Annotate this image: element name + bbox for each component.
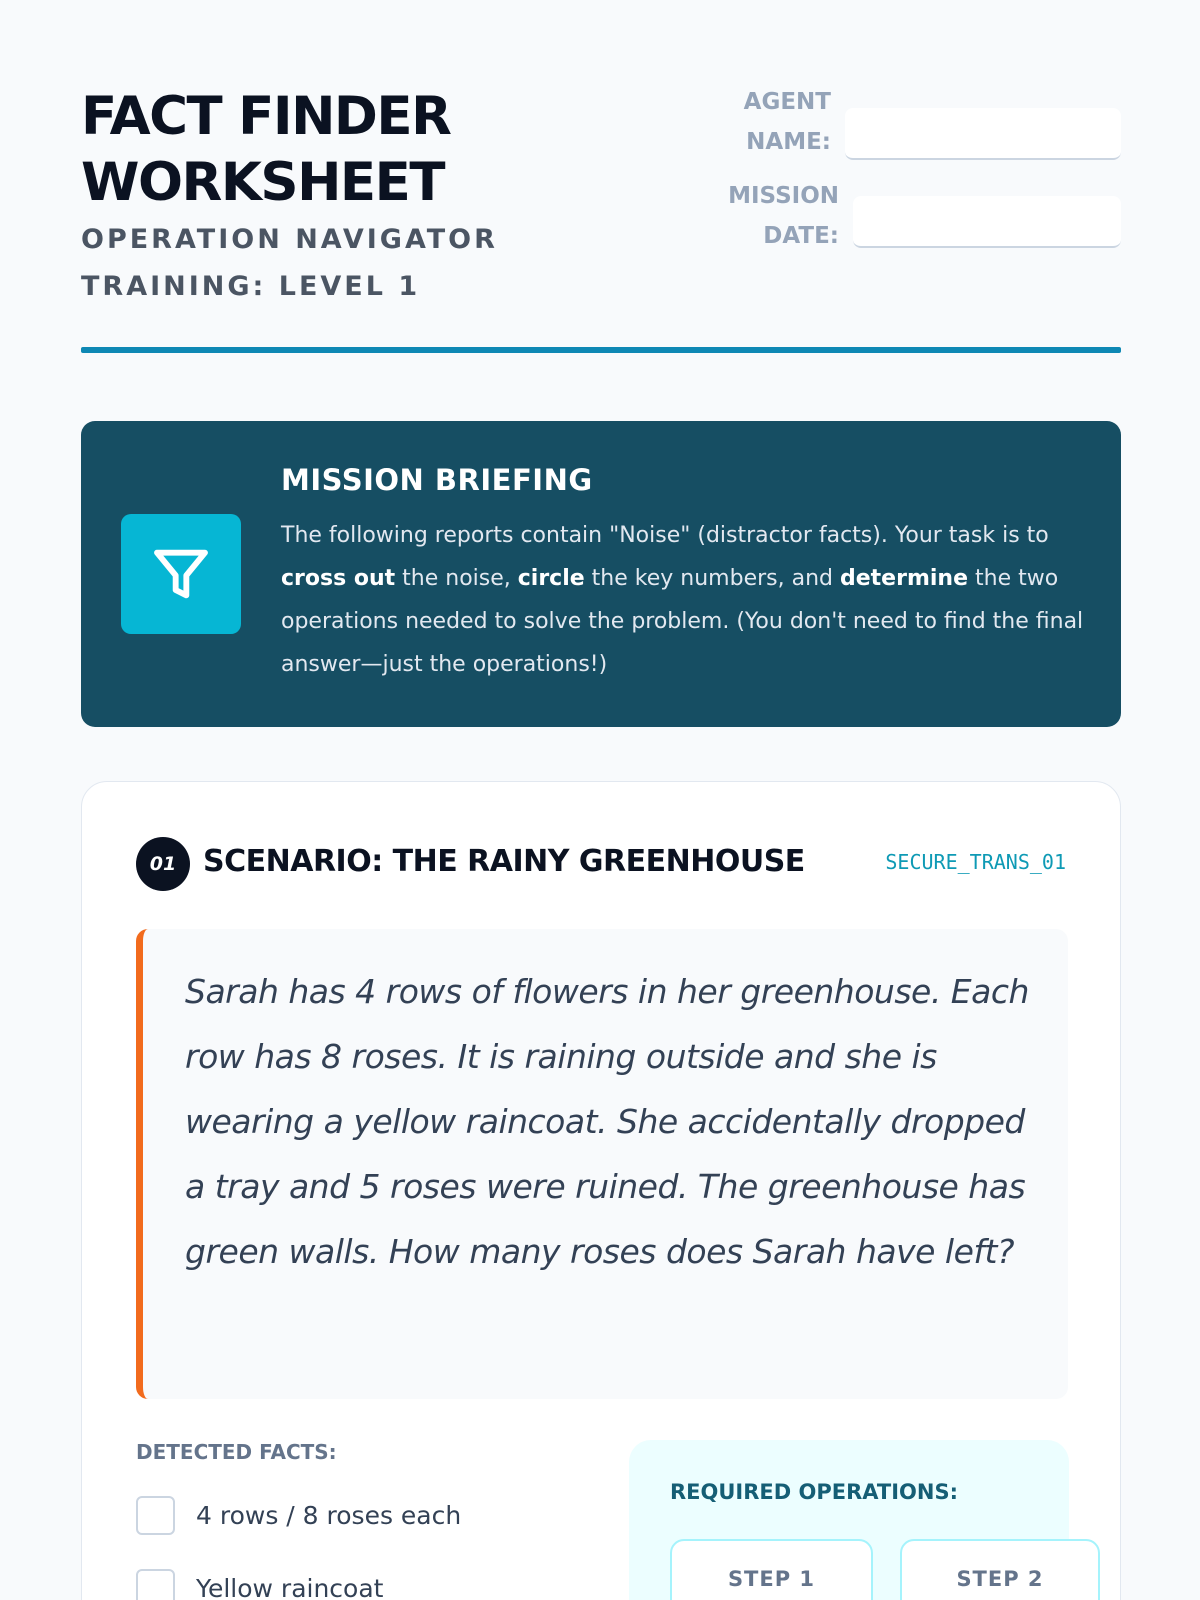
- scenario-code: SECURE_TRANS_01: [885, 850, 1066, 874]
- fact-item: [136, 1496, 461, 1535]
- header-divider: [81, 347, 1121, 353]
- mission-date-label: [717, 176, 839, 256]
- agent-name-input[interactable]: [845, 108, 1121, 160]
- page-title: [81, 84, 541, 216]
- scenario-card: [81, 781, 1121, 1600]
- scenario-title: SCENARIO: THE RAINY GREENHOUSE: [203, 844, 805, 879]
- fact-label: Yellow raincoat: [196, 1574, 384, 1600]
- subtitle-line-2: TRAINING: LEVEL 1: [81, 271, 421, 302]
- subtitle-line-1: OPERATION NAVIGATOR: [81, 224, 498, 255]
- step-2-label: STEP 2: [956, 1567, 1044, 1591]
- step-1-box[interactable]: [670, 1539, 873, 1600]
- mission-briefing-panel: [81, 421, 1121, 727]
- agent-name-label: [719, 82, 831, 162]
- briefing-bold-determine: determine: [839, 566, 968, 591]
- briefing-bold-cross-out: cross out: [281, 566, 396, 591]
- title-line-1: FACT FINDER: [81, 86, 451, 147]
- step-2-box[interactable]: [900, 1539, 1100, 1600]
- required-operations-panel: [629, 1440, 1069, 1600]
- scenario-number-badge: 01: [136, 837, 190, 891]
- briefing-text-part: The following reports contain "Noise" (distractor facts). Your task is to: [281, 523, 1049, 548]
- scenario-story-text: Sarah has 4 rows of flowers in her greenhouse. Each row has 8 roses. It is raining outside and she is wearing a yellow raincoat. She accidentally dropped a tray and 5 roses were ruined. The greenhouse has green walls. How many roses does Sarah have left?: [185, 972, 1029, 1271]
- briefing-text-part: the key numbers, and: [584, 566, 840, 591]
- fact-checkbox[interactable]: [136, 1496, 175, 1535]
- fact-item: [136, 1569, 383, 1600]
- detected-facts-label: DETECTED FACTS:: [136, 1440, 337, 1464]
- agent-label-line-1: AGENT: [743, 89, 831, 115]
- title-line-2: WORKSHEET: [81, 152, 444, 213]
- required-operations-label: REQUIRED OPERATIONS:: [670, 1480, 958, 1504]
- mission-date-input[interactable]: [853, 196, 1121, 248]
- worksheet-header: [81, 0, 1121, 356]
- agent-label-line-2: NAME:: [746, 129, 831, 155]
- filter-icon: [121, 514, 241, 634]
- briefing-text-part: the noise,: [395, 566, 518, 591]
- date-label-line-1: MISSION: [728, 183, 839, 209]
- mission-date-field-row: [717, 176, 1121, 256]
- briefing-text-part: the two operations needed to solve the problem. (You don't need to find the final answer—just the operations!): [281, 566, 1084, 677]
- date-label-line-2: DATE:: [763, 223, 839, 249]
- scenario-story-box: [136, 929, 1068, 1399]
- briefing-title: MISSION BRIEFING: [281, 463, 593, 497]
- agent-name-field-row: [719, 82, 1121, 162]
- page-subtitle: [81, 216, 541, 310]
- fact-checkbox[interactable]: [136, 1569, 175, 1600]
- briefing-bold-circle: circle: [517, 566, 585, 591]
- worksheet-page: [81, 0, 1121, 1600]
- briefing-text: [281, 514, 1091, 686]
- step-1-label: STEP 1: [727, 1567, 816, 1591]
- fact-label: 4 rows / 8 roses each: [196, 1501, 462, 1530]
